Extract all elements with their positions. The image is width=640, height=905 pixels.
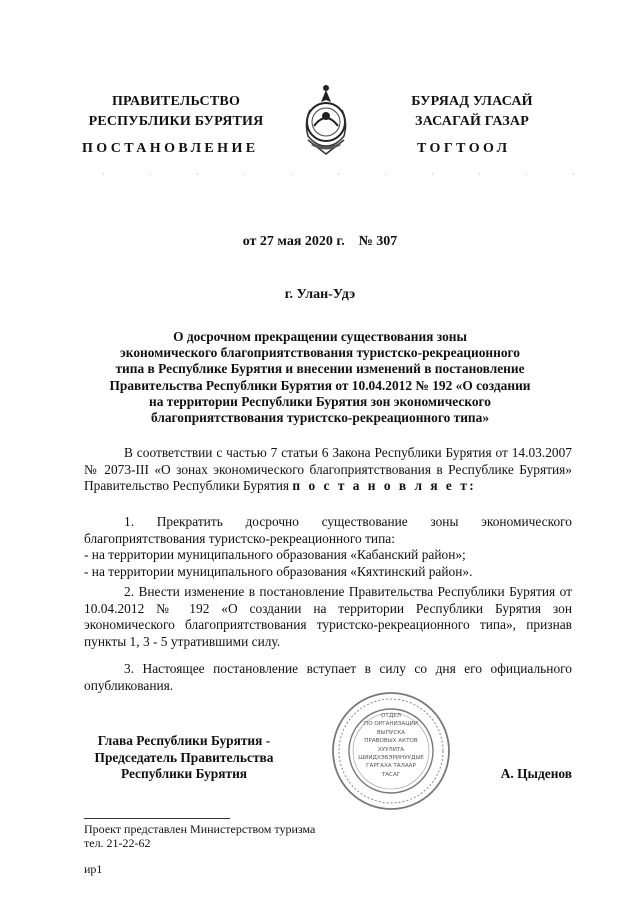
city: г. Улан-Удэ: [284, 287, 356, 302]
stamp-line: ХУУЛИТА: [377, 746, 405, 753]
signatory-title: [84, 733, 284, 783]
footer-note: [84, 822, 315, 850]
stamp-line: ТАСАГ: [381, 771, 401, 778]
item-1-text: 1. Прекратить досрочно существование зоны экономического благоприятствования туристско-рекреационного типа:: [84, 514, 572, 546]
title-line: Правительства Республики Бурятия от 10.04.2012 № 192 «О создании: [109, 377, 531, 393]
footer-code: ир1: [84, 862, 103, 876]
item-1: [84, 514, 572, 580]
footer-phone-line: тел. 21-22-62: [84, 836, 151, 850]
stamp-line: ВЫПУСКА: [376, 729, 406, 736]
signatory-name: А. Цыденов: [500, 766, 572, 781]
title-line: О досрочном прекращении существования зоны: [173, 329, 467, 344]
decree-word: п о с т а н о в л я е т:: [292, 478, 477, 493]
doc-type-bua: ТОГТООЛ: [417, 141, 511, 156]
stamp-line: ОТДЕЛ: [381, 713, 401, 719]
stamp-line: ПРАВОВЫХ АКТОВ: [364, 738, 418, 745]
item-2: 2. Внести изменение в постановление Правительства Республики Бурятия от 10.04.2012 № 192 «О создании на территории Республики Бурятия зон экономического благоприятствования туристско-рекреационного типа», признав пункты 1, 3 - 5 утратившими силу.: [84, 584, 572, 649]
preamble-paragraph: [84, 445, 572, 495]
footer-divider: [84, 818, 230, 819]
footer-project-line: Проект представлен Министерством туризма: [84, 822, 316, 836]
title-line: типа в Республике Бурятия и внесении изменений в постановление: [115, 361, 525, 377]
title-line: экономического благоприятствования туристско-рекреационного: [120, 345, 520, 361]
item-1-sub-b: - на территории муниципального образования «Кяхтинский район».: [84, 563, 473, 579]
gov-name-ru-line1: ПРАВИТЕЛЬСТВО: [111, 94, 241, 109]
gov-name-bua-line1: БУРЯАД УЛАСАЙ: [411, 94, 533, 109]
signatory-title-line1: Глава Республики Бурятия -: [97, 733, 271, 748]
gov-name-bua: [392, 92, 552, 132]
date-number: от 27 мая 2020 г. № 307: [242, 234, 398, 249]
coat-of-arms-emblem: [296, 80, 356, 160]
stamp-line: ГАРГАХА ТАЛААР: [366, 763, 416, 770]
stamp-line: ПО ОРГАНИЗАЦИИ: [364, 721, 418, 728]
document-title: [80, 329, 560, 426]
stamp-line: ШИИДХЭБЭРИНУУДЫЕ: [358, 755, 424, 762]
gov-name-bua-line2: ЗАСАГАЙ ГАЗАР: [414, 114, 529, 129]
item-1-sub-a: - на территории муниципального образования «Кабанский район»;: [84, 547, 466, 562]
gov-name-ru-line2: РЕСПУБЛИКИ БУРЯТИЯ: [88, 114, 264, 129]
signatory-title-line3: Республики Бурятия: [120, 766, 248, 781]
signatory-title-line2: Председатель Правительства: [94, 749, 274, 765]
title-line: благоприятствования туристско-рекреационного типа»: [150, 410, 490, 426]
header-divider: [80, 173, 580, 175]
title-line: на территории Республики Бурятия зон экономического: [148, 393, 491, 409]
official-stamp: [330, 690, 452, 812]
preamble-text: В соответствии с частью 7 статьи 6 Закона Республики Бурятия от 14.03.2007 № 2073-III «О зонах экономического благоприятствования в Республике Бурятия» Правительство Республики Бурятия: [84, 445, 572, 493]
gov-name-ru: [86, 92, 266, 132]
item-3: 3. Настоящее постановление вступает в силу со дня его официального опубликования.: [84, 661, 572, 693]
doc-type-ru: ПОСТАНОВЛЕНИЕ: [82, 141, 259, 156]
